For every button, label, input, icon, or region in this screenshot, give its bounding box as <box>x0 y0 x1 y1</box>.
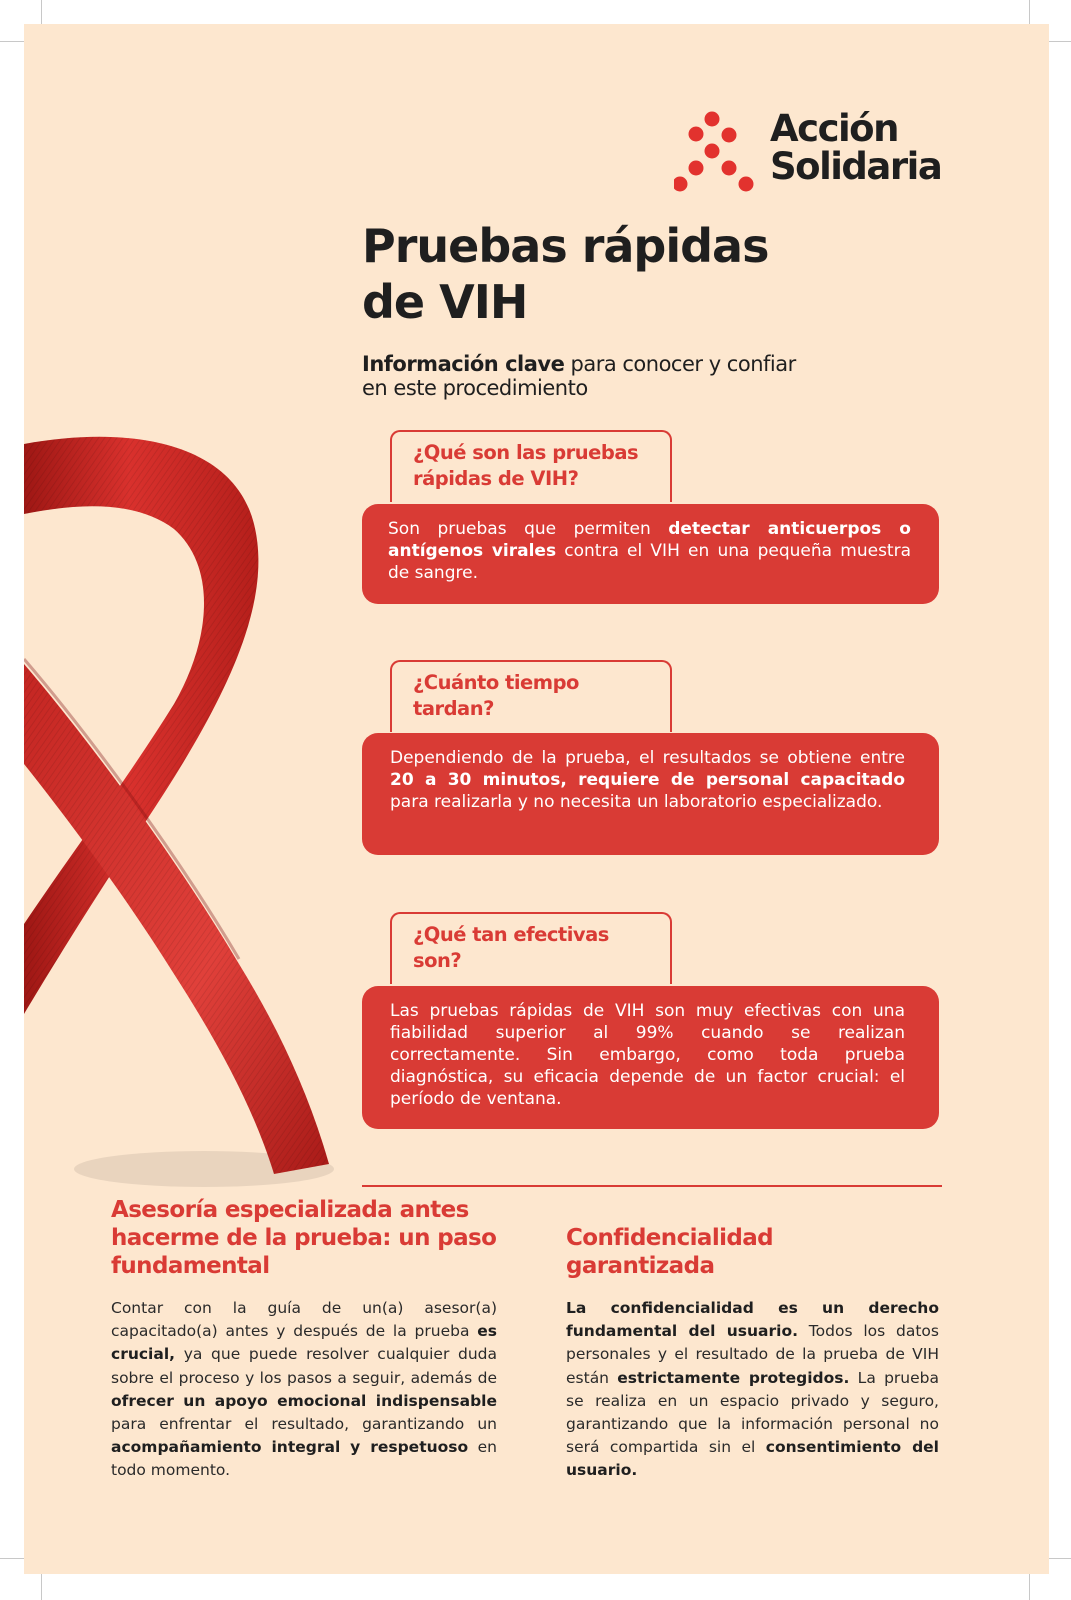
body-text: Todos los datos personales y el resultado de la prueba de VIH están <box>566 1322 939 1387</box>
body-text: en todo momento. <box>111 1438 497 1480</box>
dots-triangle-icon <box>674 110 766 200</box>
faq-question-line1: ¿Qué tan efectivas <box>413 923 609 946</box>
faq-question-line2: tardan? <box>413 697 494 720</box>
page-title-line1: Pruebas rápidas <box>362 219 769 273</box>
faq-question-line1: ¿Cuánto tiempo <box>413 671 579 694</box>
flyer-page <box>24 24 1049 1574</box>
body-bold: acompañamiento integral y respetuoso <box>111 1438 469 1457</box>
body-bold: La confidencialidad es un derecho fundamental del usuario. <box>566 1299 939 1341</box>
faq-question <box>390 430 672 502</box>
faq-answer-text: para realizarla y no necesita un laboratorio especializado. <box>390 792 883 812</box>
faq-question-line2: son? <box>413 949 462 972</box>
subtitle-line2: en este procedimiento <box>362 376 588 400</box>
body-bold: consentimiento del usuario. <box>566 1438 939 1480</box>
body-text: para enfrentar el resultado, garantizando un <box>111 1415 497 1434</box>
brand-name-line1: Acción <box>770 107 898 150</box>
subtitle-rest: para conocer y confiar <box>564 352 796 376</box>
body-text: ya que puede resolver cualquier duda sobre el proceso y los pasos a seguir, además de <box>111 1345 497 1387</box>
faq-answer-text: contra el VIH en una pequeña muestra de sangre. <box>388 541 911 583</box>
faq-question <box>390 912 672 984</box>
brand-logo <box>674 107 944 200</box>
faq-answer-bold: 20 a 30 minutos, requiere de personal capacitado <box>390 770 905 790</box>
counseling-heading-line2: hacerme de la prueba: un paso <box>111 1225 497 1251</box>
faq-answer <box>362 986 939 1129</box>
body-bold: estrictamente protegidos. <box>617 1368 850 1387</box>
faq-answer-text: Las pruebas rápidas de VIH son muy efectivas con una fiabilidad superior al 99% cuando se realizan correctamente. Sin embargo, como toda prueba diagnóstica, su eficacia depende de un factor crucial: el período de ventana. <box>390 1001 905 1109</box>
counseling-text <box>111 1297 497 1483</box>
counseling-heading-line3: fundamental <box>111 1253 270 1279</box>
confidentiality-text <box>566 1297 939 1483</box>
red-ribbon-icon <box>24 404 354 1194</box>
faq-answer-bold: detectar anticuerpos o antígenos virales <box>388 519 911 561</box>
faq-question <box>390 660 672 732</box>
counseling-heading-line1: Asesoría especializada antes <box>111 1197 469 1223</box>
subtitle-bold: Información clave <box>362 352 565 376</box>
brand-name-line2: Solidaria <box>770 145 942 188</box>
page-title-line2: de VIH <box>362 275 528 329</box>
confidentiality-heading <box>566 1224 906 1280</box>
body-bold: ofrecer un apoyo emocional indispensable <box>111 1391 497 1410</box>
body-text: Contar con la guía de un(a) asesor(a) capacitado(a) antes y después de la prueba <box>111 1299 497 1341</box>
faq-answer-text: Dependiendo de la prueba, el resultados se obtiene entre <box>390 748 905 768</box>
confidentiality-heading-line1: Confidencialidad <box>566 1225 774 1251</box>
body-text: La prueba se realiza en un espacio privado y seguro, garantizando que la información personal no será compartida sin el <box>566 1368 939 1457</box>
confidentiality-heading-line2: garantizada <box>566 1253 715 1279</box>
page-subtitle <box>362 352 882 400</box>
page-title <box>362 218 922 330</box>
faq-answer-text: Son pruebas que permiten <box>388 519 669 539</box>
brand-name <box>770 107 942 188</box>
faq-question-line1: ¿Qué son las pruebas <box>413 441 639 464</box>
counseling-heading <box>111 1196 531 1280</box>
faq-answer <box>362 733 939 855</box>
body-bold: es crucial, <box>111 1322 497 1364</box>
faq-answer <box>362 504 939 604</box>
divider <box>362 1185 942 1187</box>
faq-question-line2: rápidas de VIH? <box>413 467 579 490</box>
